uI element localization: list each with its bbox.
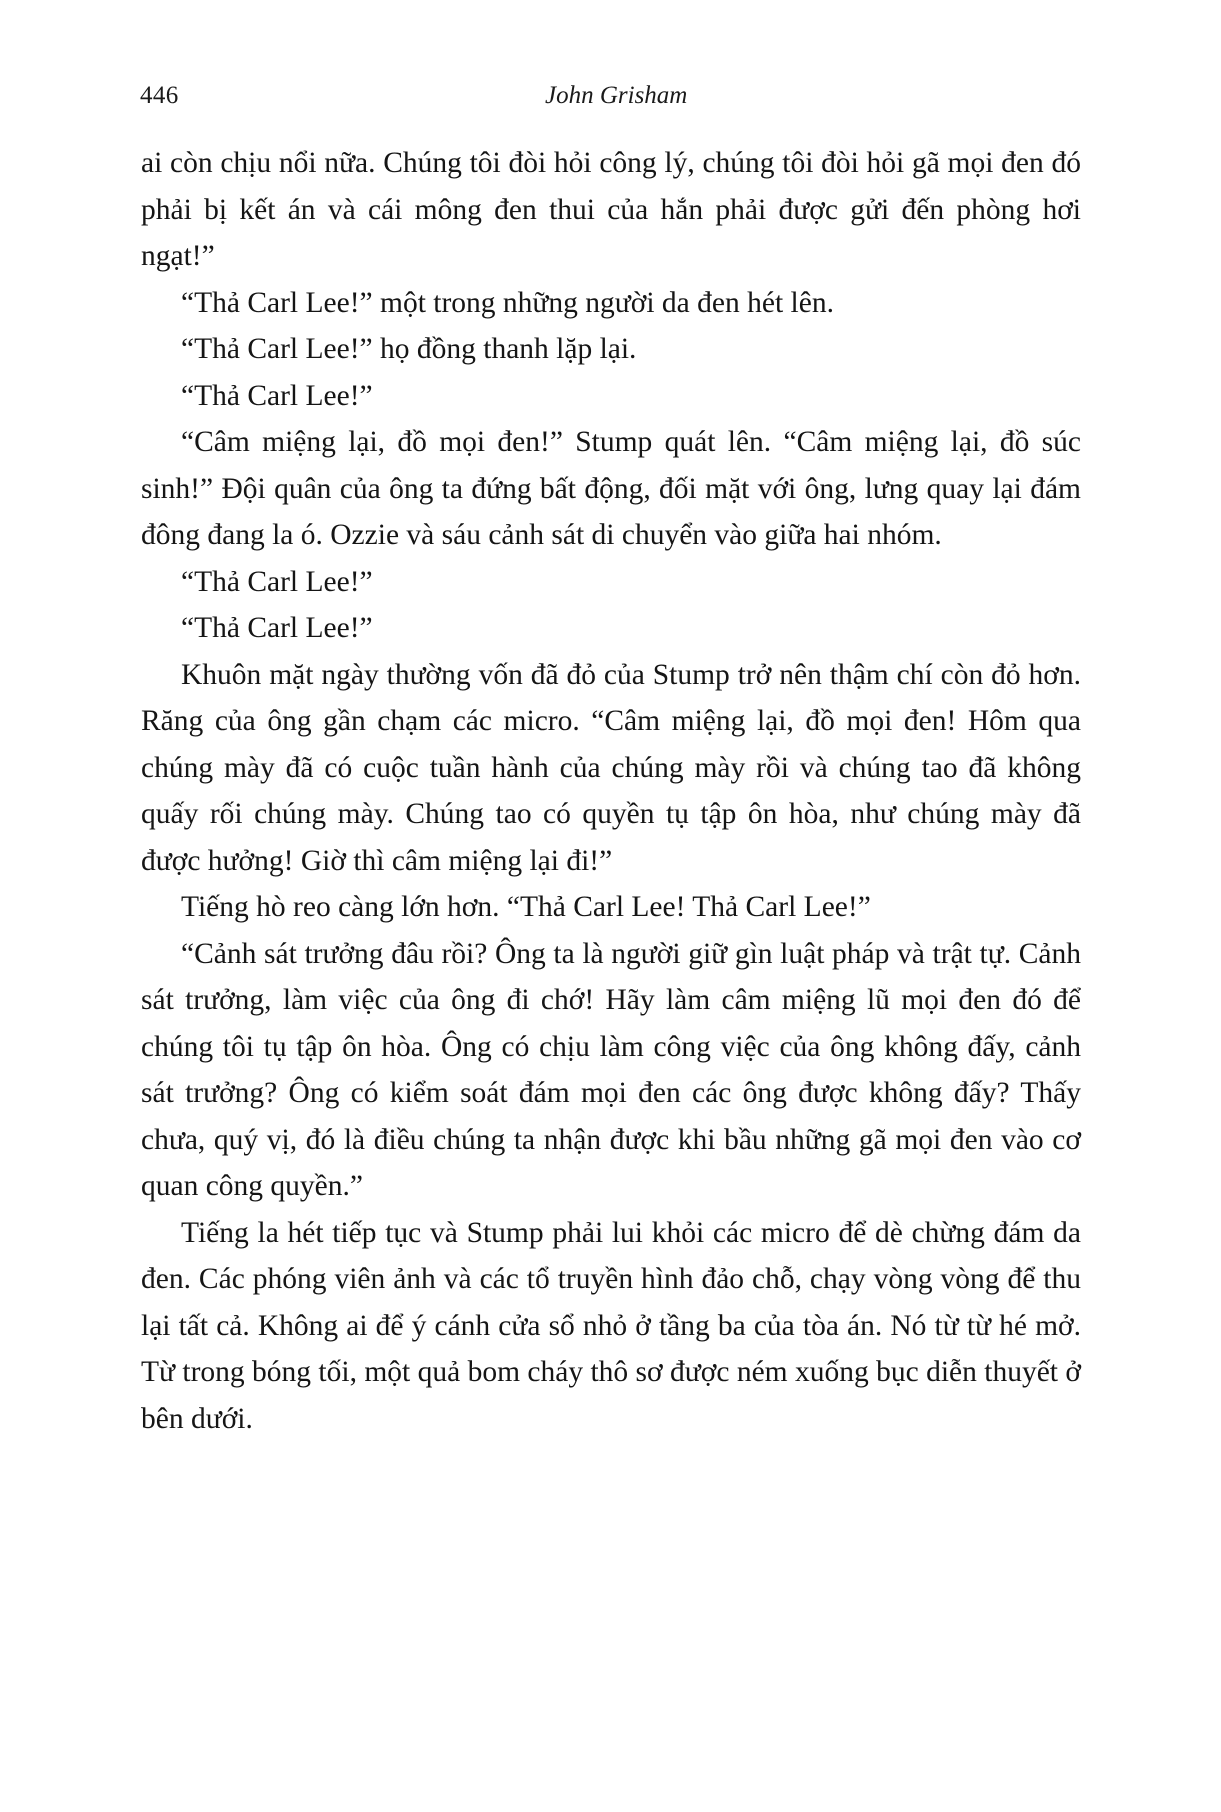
paragraph: “Câm miệng lại, đồ mọi đen!” Stump quát lên. “Câm miệng lại, đồ súc sinh!” Đội quân của ông ta đứng bất động, đối mặt với ông, lưng quay lại đám đông đang la ó. Ozzie và sáu cảnh sát di chuyển vào giữa hai nhóm. — [141, 426, 1081, 551]
paragraph: “Thả Carl Lee!” — [181, 612, 373, 644]
paragraph: Tiếng hò reo càng lớn hơn. “Thả Carl Lee! Thả Carl Lee!” — [181, 891, 871, 923]
paragraph: Tiếng la hét tiếp tục và Stump phải lui khỏi các micro để dè chừng đám da đen. Các phóng viên ảnh và các tổ truyền hình đảo chỗ, chạy vòng vòng để thu lại tất cả. Không ai để ý cánh cửa sổ nhỏ ở tầng ba của tòa án. Nó từ từ hé mở. Từ trong bóng tối, một quả bom cháy thô sơ được ném xuống bục diễn thuyết ở bên dưới. — [141, 1216, 1081, 1435]
page-number: 446 — [140, 82, 179, 109]
paragraph: “Thả Carl Lee!” họ đồng thanh lặp lại. — [181, 333, 637, 365]
page-header — [140, 82, 1081, 116]
paragraph: “Thả Carl Lee!” một trong những người da đen hét lên. — [181, 286, 834, 319]
page-body — [141, 140, 1081, 1442]
paragraph: “Thả Carl Lee!” — [181, 565, 373, 598]
paragraph: “Thả Carl Lee!” — [181, 379, 373, 412]
paragraph: Khuôn mặt ngày thường vốn đã đỏ của Stump trở nên thậm chí còn đỏ hơn. Răng của ông gần chạm các micro. “Câm miệng lại, đồ mọi đen! Hôm qua chúng mày đã có cuộc tuần hành của chúng mày rồi và chúng tao đã không quấy rối chúng mày. Chúng tao có quyền tụ tập ôn hòa, như chúng mày đã được hưởng! Giờ thì câm miệng lại đi!” — [141, 658, 1081, 877]
paragraph: ai còn chịu nổi nữa. Chúng tôi đòi hỏi công lý, chúng tôi đòi hỏi gã mọi đen đó phải bị kết án và cái mông đen thui của hắn phải được gửi đến phòng hơi ngạt!” — [141, 147, 1081, 272]
running-head-author: John Grisham — [545, 82, 688, 109]
paragraph: “Cảnh sát trưởng đâu rồi? Ông ta là người giữ gìn luật pháp và trật tự. Cảnh sát trưởng, làm việc của ông đi chớ! Hãy làm câm miệng lũ mọi đen đó để chúng tôi tụ tập ôn hòa. Ông có chịu làm công việc của ông không đấy, cảnh sát trưởng? Ông có kiểm soát đám mọi đen các ông được không đấy? Thấy chưa, quý vị, đó là điều chúng ta nhận được khi bầu những gã mọi đen vào cơ quan công quyền.” — [141, 937, 1081, 1202]
